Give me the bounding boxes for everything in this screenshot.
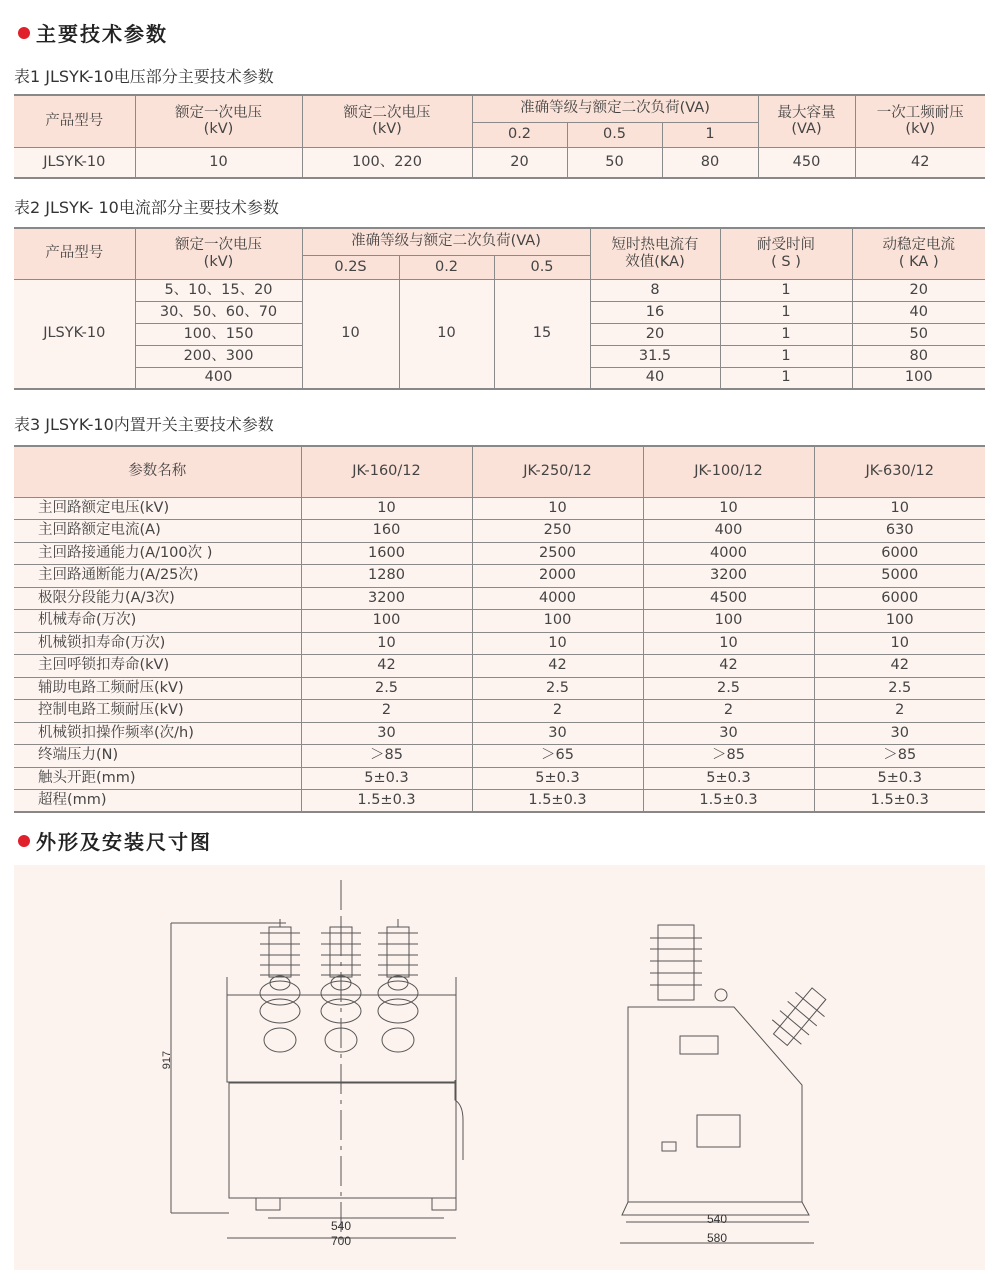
header-acc: 1	[662, 122, 758, 147]
param-value: 1.5±0.3	[814, 790, 985, 813]
param-value: 4000	[643, 542, 814, 565]
dim-side-outer: 580	[706, 1231, 728, 1245]
cell: 10	[135, 147, 302, 178]
param-value: 42	[814, 655, 985, 678]
insulator-pole	[260, 919, 300, 1052]
cell: 20	[590, 323, 720, 345]
cell: 8	[590, 279, 720, 301]
cell: 20	[472, 147, 567, 178]
param-value: ＞85	[643, 745, 814, 768]
param-value: 6000	[814, 587, 985, 610]
param-name: 机械寿命(万次)	[14, 610, 301, 633]
param-value: 2.5	[643, 677, 814, 700]
header-secondary-voltage: 额定二次电压 (kV)	[302, 95, 472, 147]
table1-caption: 表1 JLSYK-10电压部分主要技术参数	[14, 67, 274, 86]
cell: 80	[852, 345, 985, 367]
param-name: 触头开距(mm)	[14, 767, 301, 790]
param-value: 2.5	[301, 677, 472, 700]
table-row	[14, 520, 985, 543]
param-value: 1600	[301, 542, 472, 565]
bullet-icon	[18, 835, 30, 847]
header-withstand-time: 耐受时间 ( S )	[720, 228, 852, 279]
param-value: 100	[814, 610, 985, 633]
cell: 400	[135, 367, 302, 389]
header-cell: JK-160/12	[301, 446, 472, 497]
dim-height: 917	[161, 1050, 173, 1070]
param-value: 1280	[301, 565, 472, 588]
cell: 80	[662, 147, 758, 178]
cell: 40	[852, 301, 985, 323]
cell: 450	[758, 147, 855, 178]
table3-switch	[14, 445, 985, 813]
param-name: 机械锁扣操作频率(次/h)	[14, 722, 301, 745]
cell: 50	[567, 147, 662, 178]
header-acc: 0.5	[567, 122, 662, 147]
table2-caption: 表2 JLSYK- 10电流部分主要技术参数	[14, 198, 279, 217]
param-value: 1.5±0.3	[472, 790, 643, 813]
table-row	[14, 587, 985, 610]
header-cell: JK-100/12	[643, 446, 814, 497]
cell: 1	[720, 345, 852, 367]
param-value: 10	[814, 632, 985, 655]
header-primary-voltage: 额定一次电压 (kV)	[135, 95, 302, 147]
cell: 40	[590, 367, 720, 389]
table1-voltage	[14, 94, 985, 179]
param-value: 3200	[643, 565, 814, 588]
dimension-drawing-panel	[14, 865, 985, 1270]
param-value: 10	[643, 632, 814, 655]
header-model: 产品型号	[14, 95, 135, 147]
header-max-capacity: 最大容量 (VA)	[758, 95, 855, 147]
front-view	[161, 880, 463, 1248]
param-value: 100	[472, 610, 643, 633]
param-value: 10	[814, 497, 985, 520]
table-row	[14, 632, 985, 655]
param-value: 10	[301, 632, 472, 655]
table-row	[14, 497, 985, 520]
table-row	[14, 767, 985, 790]
cell: 42	[855, 147, 985, 178]
cell: 1	[720, 301, 852, 323]
table-row	[14, 565, 985, 588]
param-name: 终端压力(N)	[14, 745, 301, 768]
cell: 31.5	[590, 345, 720, 367]
param-name: 机械锁扣寿命(万次)	[14, 632, 301, 655]
param-value: 30	[472, 722, 643, 745]
table-row	[14, 542, 985, 565]
header-cell: JK-250/12	[472, 446, 643, 497]
param-name: 极限分段能力(A/3次)	[14, 587, 301, 610]
param-value: 10	[643, 497, 814, 520]
cell: 10	[302, 279, 399, 389]
param-value: 5±0.3	[643, 767, 814, 790]
dim-front-inner: 540	[330, 1219, 352, 1233]
param-name: 主回路额定电流(A)	[14, 520, 301, 543]
param-value: 2.5	[814, 677, 985, 700]
param-value: 630	[814, 520, 985, 543]
bullet-icon	[18, 27, 30, 39]
dimension-drawing	[14, 865, 985, 1270]
header-short-time-current: 短时热电流有 效值(KA)	[590, 228, 720, 279]
param-value: 6000	[814, 542, 985, 565]
cell: 200、300	[135, 345, 302, 367]
table-row	[14, 147, 985, 178]
table-row	[14, 279, 985, 301]
param-value: 1.5±0.3	[301, 790, 472, 813]
header-model: 产品型号	[14, 228, 135, 279]
cell: 50	[852, 323, 985, 345]
param-value: 3200	[301, 587, 472, 610]
cell: 100、150	[135, 323, 302, 345]
cell: 16	[590, 301, 720, 323]
param-value: 10	[301, 497, 472, 520]
param-value: 2.5	[472, 677, 643, 700]
section-title-params: 主要技术参数	[18, 18, 168, 47]
param-value: 30	[814, 722, 985, 745]
table-row	[14, 790, 985, 813]
param-value: ＞65	[472, 745, 643, 768]
param-value: ＞85	[814, 745, 985, 768]
cell: 100、220	[302, 147, 472, 178]
param-value: 5±0.3	[814, 767, 985, 790]
param-name: 主回路通断能力(A/25次)	[14, 565, 301, 588]
header-cell: JK-630/12	[814, 446, 985, 497]
param-value: 4500	[643, 587, 814, 610]
param-name: 主回路接通能力(A/100次 )	[14, 542, 301, 565]
param-value: 5000	[814, 565, 985, 588]
cell: 20	[852, 279, 985, 301]
cell: JLSYK-10	[14, 147, 135, 178]
cell: 5、10、15、20	[135, 279, 302, 301]
param-name: 主回呼锁扣寿命(kV)	[14, 655, 301, 678]
cell: 1	[720, 367, 852, 389]
param-name: 辅助电路工频耐压(kV)	[14, 677, 301, 700]
cell: JLSYK-10	[14, 279, 135, 389]
table-row	[14, 677, 985, 700]
param-value: 1.5±0.3	[643, 790, 814, 813]
dim-side-inner: 540	[706, 1212, 728, 1226]
table-row	[14, 745, 985, 768]
param-value: 2	[814, 700, 985, 723]
param-value: 400	[643, 520, 814, 543]
param-value: 250	[472, 520, 643, 543]
param-value: 2	[472, 700, 643, 723]
insulator-pole	[378, 919, 418, 1052]
param-value: 42	[643, 655, 814, 678]
header-primary-voltage: 额定一次电压 (kV)	[135, 228, 302, 279]
param-name: 控制电路工频耐压(kV)	[14, 700, 301, 723]
dim-front-outer: 700	[330, 1234, 352, 1248]
cell: 1	[720, 323, 852, 345]
header-acc: 0.2	[472, 122, 567, 147]
param-value: 160	[301, 520, 472, 543]
param-value: 2500	[472, 542, 643, 565]
cell: 15	[494, 279, 590, 389]
param-value: 30	[643, 722, 814, 745]
header-cell: 参数名称	[14, 446, 301, 497]
param-value: ＞85	[301, 745, 472, 768]
header-acc: 0.5	[494, 255, 590, 279]
table-row	[14, 610, 985, 633]
table3-caption: 表3 JLSYK-10内置开关主要技术参数	[14, 415, 274, 434]
header-withstand: 一次工频耐压 (kV)	[855, 95, 985, 147]
param-value: 10	[472, 497, 643, 520]
param-value: 2	[643, 700, 814, 723]
param-value: 4000	[472, 587, 643, 610]
header-acc: 0.2	[399, 255, 494, 279]
param-value: 5±0.3	[472, 767, 643, 790]
table-row	[14, 722, 985, 745]
table-row	[14, 655, 985, 678]
table-row	[14, 700, 985, 723]
param-value: 30	[301, 722, 472, 745]
header-acc: 0.2S	[302, 255, 399, 279]
param-value: 42	[472, 655, 643, 678]
cell: 100	[852, 367, 985, 389]
header-accuracy: 准确等级与额定二次负荷(VA)	[302, 228, 590, 255]
side-view	[620, 925, 834, 1245]
header-accuracy: 准确等级与额定二次负荷(VA)	[472, 95, 758, 122]
table2-current	[14, 227, 985, 390]
param-value: 2000	[472, 565, 643, 588]
cell: 1	[720, 279, 852, 301]
param-value: 100	[643, 610, 814, 633]
header-dynamic-current: 动稳定电流 ( KA )	[852, 228, 985, 279]
param-name: 主回路额定电压(kV)	[14, 497, 301, 520]
param-value: 42	[301, 655, 472, 678]
cell: 30、50、60、70	[135, 301, 302, 323]
param-value: 100	[301, 610, 472, 633]
param-value: 2	[301, 700, 472, 723]
param-value: 5±0.3	[301, 767, 472, 790]
cell: 10	[399, 279, 494, 389]
section-title-dimensions: 外形及安装尺寸图	[18, 826, 212, 855]
param-name: 超程(mm)	[14, 790, 301, 813]
param-value: 10	[472, 632, 643, 655]
